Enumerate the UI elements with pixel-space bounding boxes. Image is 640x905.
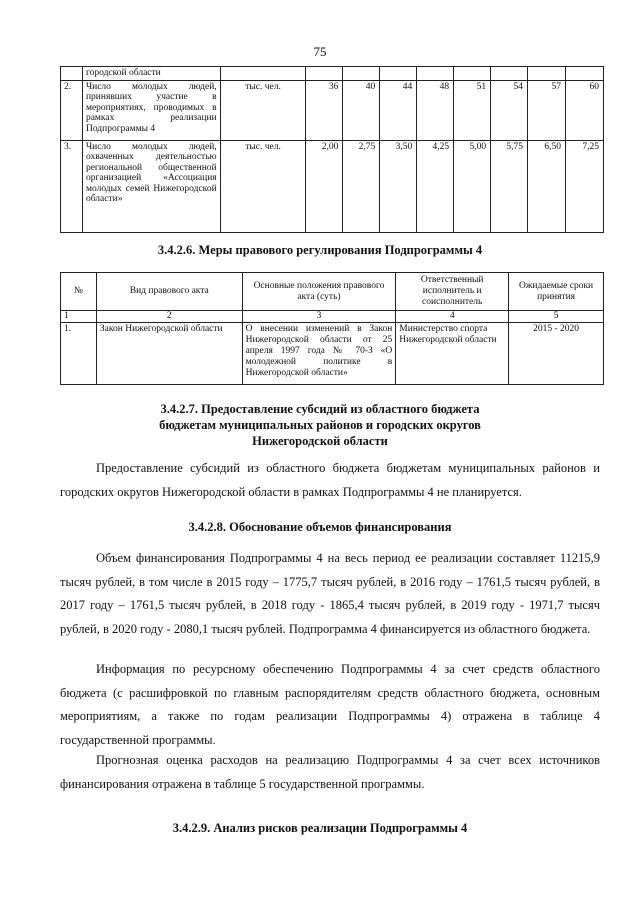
value-cell: 3,50 [380,140,417,232]
column-index: 5 [509,311,604,323]
table-row [61,67,604,81]
table-header-row [61,273,604,311]
value-cell: 57 [528,80,566,140]
act-type: Закон Нижегородской области [96,323,242,385]
paragraph-3427: Предоставление субсидий из областного бюджета бюджетам муниципальных районов и городских округов Нижегородской области в рамках Подпрограммы 4 не планируется. [60,461,600,499]
value-cell: 5,75 [491,140,528,232]
section-title-3427-line3: Нижегородской области [252,434,388,448]
value-cell: 44 [380,80,417,140]
section-title-3426: 3.4.2.6. Меры правового регулирования Подпрограммы 4 [157,243,483,257]
unit: тыс. чел. [220,140,306,232]
value-cell: 4,25 [417,140,454,232]
paragraph-3428-1: Объем финансирования Подпрограммы 4 на весь период ее реализации составляет 11215,9 тысяч рублей, в том числе в 2015 году – 1775,7 тысяч рублей, в 2016 году – 1761,5 тысяч рублей, в 2017 году – 1761,5 тысяч рублей, в 2018 году - 1865,4 тысяч рублей, в 2019 году - 1971,7 тысяч рублей, в 2020 году - 2080,1 тысяч рублей. Подпрограмма 4 финансируется из областного бюджета. [60,551,600,636]
table-row [61,80,604,140]
column-index: 2 [96,311,242,323]
column-index-row [61,311,604,323]
value-cell: 48 [417,80,454,140]
value-cell: 5,00 [454,140,491,232]
indicators-table [60,66,604,233]
column-index: 4 [396,311,509,323]
row-number: 3. [61,140,83,232]
value-cell: 40 [343,80,380,140]
table-row [61,323,604,385]
value-cell: 36 [306,80,343,140]
column-header: Ответственный исполнитель и соисполнитель [396,273,509,311]
column-header: Основные положения правового акта (суть) [242,273,396,311]
table-cell: городской области [82,67,220,81]
column-header: Ожидаемые сроки принятия [509,273,604,311]
column-index: 1 [61,311,97,323]
section-title-3427-line2: бюджетам муниципальных районов и городских округов [159,418,481,432]
act-executor: Министерство спорта Нижегородской области [396,323,509,385]
value-cell: 60 [565,80,603,140]
table-row [61,140,604,232]
act-term: 2015 - 2020 [509,323,604,385]
value-cell: 2,75 [343,140,380,232]
act-content: О внесении изменений в Закон Нижегородской области от 25 апреля 1997 года № 70-З «О молодежной политике в Нижегородской области» [242,323,396,385]
value-cell: 54 [491,80,528,140]
row-number: 2. [61,80,83,140]
unit: тыс. чел. [220,80,306,140]
row-number: 1. [61,323,97,385]
value-cell: 6,50 [528,140,566,232]
paragraph-3428-3: Прогнозная оценка расходов на реализацию Подпрограммы 4 за счет всех источников финансирования отражена в таблице 5 государственной программы. [60,753,600,791]
column-index: 3 [242,311,396,323]
legal-regulation-table [60,272,604,385]
section-title-3428: 3.4.2.8. Обоснование объемов финансирования [188,520,452,534]
value-cell: 51 [454,80,491,140]
page-number: 75 [313,44,327,59]
section-title-3429: 3.4.2.9. Анализ рисков реализации Подпрограммы 4 [172,821,468,835]
column-header: № [61,273,97,311]
value-cell: 2,00 [306,140,343,232]
indicator-name: Число молодых людей, принявших участие в мероприятиях, проводимых в рамках реализации Подпрограммы 4 [82,80,220,140]
value-cell: 7,25 [565,140,603,232]
section-title-3427-line1: 3.4.2.7. Предоставление субсидий из областного бюджета [160,402,480,416]
indicator-name: Число молодых людей, охваченных деятельностью региональной общественной организацией «Ассоциация молодых семей Нижегородской области» [82,140,220,232]
paragraph-3428-2: Информация по ресурсному обеспечению Подпрограммы 4 за счет средств областного бюджета (с расшифровкой по главным распорядителям средств областного бюджета, основным мероприятиям, а также по годам реализации Подпрограммы 4) отражена в таблице 4 государственной программы. [60,662,600,747]
column-header: Вид правового акта [96,273,242,311]
